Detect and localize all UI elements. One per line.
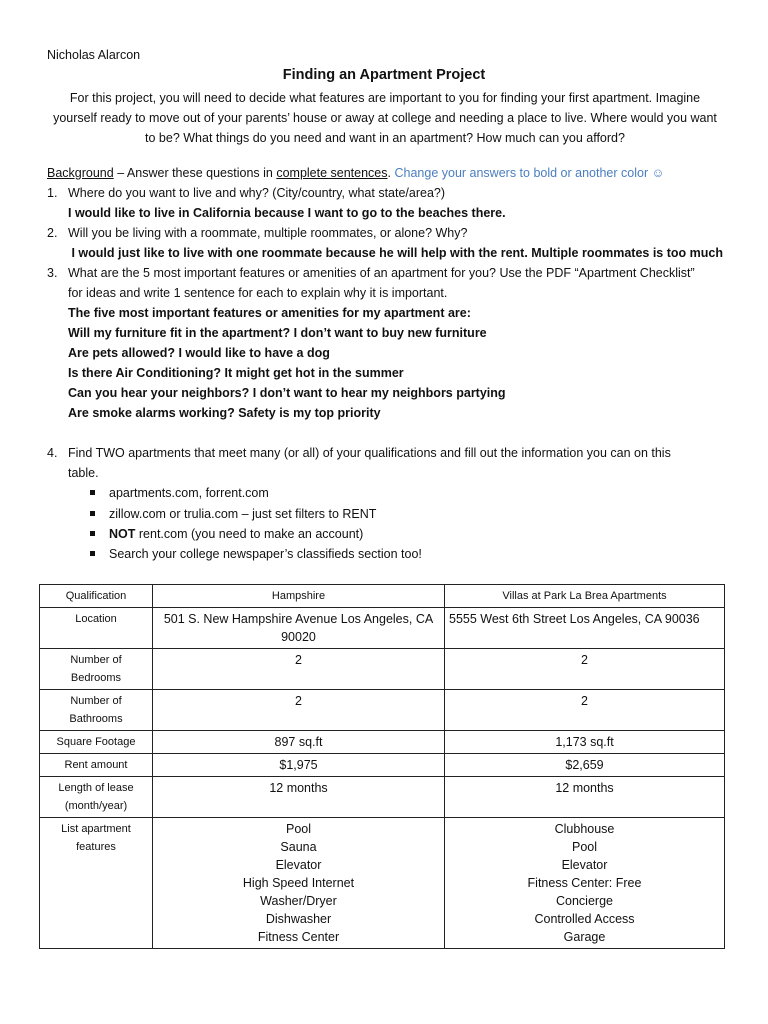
cell-villas: 5555 West 6th Street Los Angeles, CA 90036 — [445, 608, 725, 649]
background-label: Background — [47, 166, 114, 180]
row-label: Rent amount — [40, 754, 153, 777]
answer-3-item: Can you hear your neighbors? I don’t want to hear my neighbors partying — [68, 386, 506, 400]
feature-item: Pool — [285, 822, 312, 836]
feature-item: Clubhouse — [554, 822, 615, 836]
question-4-line-1: Find TWO apartments that meet many (or all) of your qualifications and fill out the information you can on this — [68, 446, 671, 460]
feature-item: Sauna — [280, 840, 317, 854]
row-label: Length of lease (month/year) — [40, 777, 153, 818]
cell-villas: $2,659 — [445, 754, 725, 777]
answer-3-item: Is there Air Conditioning? It might get hot in the summer — [68, 366, 404, 380]
intro-line: yourself ready to move out of your parents’ house or away at college and needing a place to live. Where would you want — [53, 111, 717, 125]
feature-item: Dishwasher — [265, 912, 332, 926]
cell-hampshire: 897 sq.ft — [153, 731, 445, 754]
bullet-text: Search your college newspaper’s classifieds section too! — [109, 547, 422, 561]
background-instructions — [47, 166, 664, 180]
feature-item: High Speed Internet — [242, 876, 355, 890]
column-header: Villas at Park La Brea Apartments — [445, 585, 725, 608]
question-number: 1. — [47, 186, 58, 200]
question-4-line-2: table. — [68, 466, 99, 480]
cell-hampshire-features — [153, 818, 445, 949]
feature-item: Elevator — [275, 858, 322, 872]
complete-sentences-text: complete sentences — [276, 166, 388, 180]
table-row — [40, 649, 725, 690]
bullet-text: apartments.com, forrent.com — [109, 486, 269, 500]
question-3-line-1: What are the 5 most important features or amenities of an apartment for you? Use the PDF “Apartment Checklist” — [68, 266, 695, 280]
cell-hampshire: 12 months — [153, 777, 445, 818]
cell-hampshire: $1,975 — [153, 754, 445, 777]
row-label: Number of Bedrooms — [40, 649, 153, 690]
cell-villas-features — [445, 818, 725, 949]
table-row-features — [40, 818, 725, 949]
cell-villas: 2 — [445, 690, 725, 731]
question-3-line-2: for ideas and write 1 sentence for each to explain why it is important. — [68, 286, 448, 300]
period-text: . — [387, 166, 391, 180]
author-name: Nicholas Alarcon — [47, 48, 141, 62]
background-dash-text: – Answer these questions in — [113, 166, 277, 180]
row-label: Square Footage — [40, 731, 153, 754]
cell-hampshire: 2 — [153, 690, 445, 731]
bullet-text: zillow.com or trulia.com – just set filters to RENT — [109, 507, 377, 521]
intro-paragraph — [40, 88, 730, 148]
feature-item: Elevator — [561, 858, 608, 872]
bullet-item — [90, 507, 376, 521]
table-row — [40, 608, 725, 649]
apartment-comparison-table — [39, 584, 725, 949]
intro-line: to be? What things do you need and want in an apartment? How much can you afford? — [145, 131, 625, 145]
question-number: 4. — [47, 446, 58, 460]
column-header: Hampshire — [153, 585, 445, 608]
document-title: Finding an Apartment Project — [282, 67, 486, 83]
bullet-square-icon — [90, 511, 95, 516]
row-label: Number of Bathrooms — [40, 690, 153, 731]
intro-line: For this project, you will need to decide what features are important to you for finding your first apartment. Imagine — [69, 91, 701, 105]
feature-item: Controlled Access — [534, 912, 635, 926]
feature-item: Fitness Center — [257, 930, 340, 944]
table-header-row — [40, 585, 725, 608]
table-row — [40, 690, 725, 731]
feature-item: Concierge — [556, 894, 613, 908]
row-label: Location — [40, 608, 153, 649]
cell-hampshire: 501 S. New Hampshire Avenue Los Angeles, CA 90020 — [153, 608, 445, 649]
feature-item: Pool — [571, 840, 598, 854]
table-row — [40, 777, 725, 818]
question-number: 2. — [47, 226, 58, 240]
bullet-square-icon — [90, 551, 95, 556]
color-note: Change your answers to bold or another color ☺ — [394, 166, 665, 180]
answer-3-item: Are smoke alarms working? Safety is my top priority — [68, 406, 381, 420]
cell-villas: 2 — [445, 649, 725, 690]
column-header: Qualification — [40, 585, 153, 608]
cell-villas: 1,173 sq.ft — [445, 731, 725, 754]
question-2: Will you be living with a roommate, multiple roommates, or alone? Why? — [68, 226, 468, 240]
bullet-square-icon — [90, 490, 95, 495]
feature-item: Garage — [563, 930, 606, 944]
table-row — [40, 754, 725, 777]
bullet-item — [90, 486, 269, 500]
bullet-text: rent.com (you need to make an account) — [138, 527, 364, 541]
row-label: List apartment features — [40, 818, 153, 949]
bullet-square-icon — [90, 531, 95, 536]
bullet-item — [90, 527, 363, 541]
feature-item: Fitness Center: Free — [527, 876, 642, 890]
answer-3-intro: The five most important features or amenities for my apartment are: — [68, 306, 471, 320]
answer-2: I would just like to live with one roommate because he will help with the rent. Multiple roommates is too much — [68, 246, 723, 260]
question-1: Where do you want to live and why? (City/country, what state/area?) — [68, 186, 446, 200]
not-label: NOT — [109, 527, 136, 541]
answer-1: I would like to live in California because I want to go to the beaches there. — [68, 206, 506, 220]
feature-item: Washer/Dryer — [260, 894, 337, 908]
bullet-item — [90, 547, 422, 561]
cell-villas: 12 months — [445, 777, 725, 818]
question-number: 3. — [47, 266, 58, 280]
table-row — [40, 731, 725, 754]
cell-hampshire: 2 — [153, 649, 445, 690]
answer-3-item: Are pets allowed? I would like to have a dog — [68, 346, 330, 360]
answer-3-item: Will my furniture fit in the apartment? I don’t want to buy new furniture — [68, 326, 487, 340]
